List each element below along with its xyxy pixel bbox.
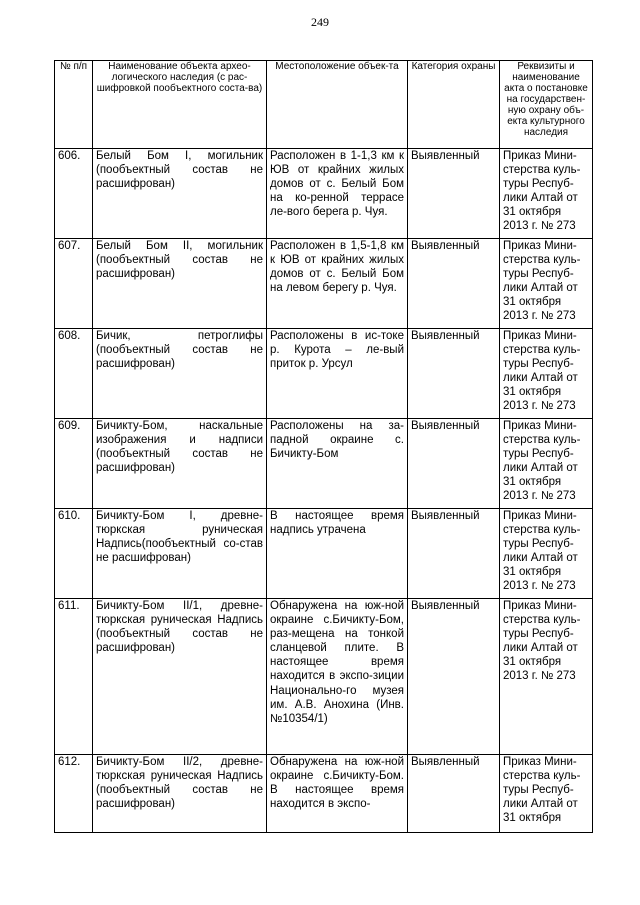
row-num: 606. <box>55 149 93 239</box>
table-row <box>55 329 593 419</box>
row-category: Выявленный <box>408 149 500 239</box>
row-name: Бичикту-Бом II/2, древне-тюркская руническая Надпись (пообъектный состав не расшифрован) <box>93 755 267 833</box>
row-num: 607. <box>55 239 93 329</box>
row-location: Расположен в 1-1,3 км к ЮВ от крайних жилых домов от с. Белый Бом на ко-ренной террасе ле-вого берега р. Чуя. <box>267 149 408 239</box>
table-header-row <box>55 61 593 149</box>
row-location: Расположен в 1,5-1,8 км к ЮВ от крайних жилых домов от с. Белый Бом на левом берегу р. Чуя. <box>267 239 408 329</box>
row-requisites: Приказ Мини-стерства куль-туры Респуб-лики Алтай от 31 октября 2013 г. № 273 <box>500 599 593 755</box>
header-name: Наименование объекта архео-логического наследия (с рас-шифровкой пообъектного соста-ва) <box>93 61 267 149</box>
row-category: Выявленный <box>408 509 500 599</box>
row-location: Обнаружена на юж-ной окраине с.Бичикту-Бом. В настоящее время находится в экспо- <box>267 755 408 833</box>
row-requisites: Приказ Мини-стерства куль-туры Респуб-лики Алтай от 31 октября <box>500 755 593 833</box>
row-requisites: Приказ Мини-стерства куль-туры Респуб-лики Алтай от 31 октября 2013 г. № 273 <box>500 509 593 599</box>
row-category: Выявленный <box>408 419 500 509</box>
header-category: Категория охраны <box>408 61 500 149</box>
table-row <box>55 149 593 239</box>
row-num: 608. <box>55 329 93 419</box>
table-row <box>55 599 593 755</box>
table-row <box>55 239 593 329</box>
row-name: Белый Бом II, могильник (пообъектный состав не расшифрован) <box>93 239 267 329</box>
row-category: Выявленный <box>408 329 500 419</box>
row-location: Обнаружена на юж-ной окраине с.Бичикту-Бом, раз-мещена на тонкой сланцевой плите. В настоящее время находится в экспо-зиции Национально-го музея им. А.В. Анохина (Инв. №10354/1) <box>267 599 408 755</box>
row-location: Расположены в ис-токе р. Курота – ле-вый приток р. Урсул <box>267 329 408 419</box>
page-number: 249 <box>311 15 329 29</box>
row-name: Бичик, петроглифы (пообъектный состав не расшифрован) <box>93 329 267 419</box>
row-requisites: Приказ Мини-стерства куль-туры Респуб-лики Алтай от 31 октября 2013 г. № 273 <box>500 419 593 509</box>
row-name: Бичикту-Бом, наскальные изображения и надписи (пообъектный состав не расшифрован) <box>93 419 267 509</box>
row-num: 610. <box>55 509 93 599</box>
row-location: Расположены на за-падной окраине с. Бичикту-Бом <box>267 419 408 509</box>
heritage-registry-table <box>54 60 593 833</box>
row-name: Белый Бом I, могильник (пообъектный состав не расшифрован) <box>93 149 267 239</box>
row-num: 609. <box>55 419 93 509</box>
row-requisites: Приказ Мини-стерства куль-туры Респуб-лики Алтай от 31 октября 2013 г. № 273 <box>500 239 593 329</box>
row-name: Бичикту-Бом I, древне-тюркская руническая Надпись(пообъектный со-став не расшифрован) <box>93 509 267 599</box>
table-row <box>55 755 593 833</box>
table-row <box>55 509 593 599</box>
header-location: Местоположение объек-та <box>267 61 408 149</box>
row-category: Выявленный <box>408 755 500 833</box>
row-num: 611. <box>55 599 93 755</box>
header-requisites: Реквизиты и наименование акта о постановке на государствен-ную охрану объ-екта культурного наследия <box>500 61 593 149</box>
row-num: 612. <box>55 755 93 833</box>
row-location: В настоящее время надпись утрачена <box>267 509 408 599</box>
row-requisites: Приказ Мини-стерства куль-туры Респуб-лики Алтай от 31 октября 2013 г. № 273 <box>500 149 593 239</box>
row-category: Выявленный <box>408 239 500 329</box>
table-row <box>55 419 593 509</box>
row-requisites: Приказ Мини-стерства куль-туры Респуб-лики Алтай от 31 октября 2013 г. № 273 <box>500 329 593 419</box>
row-category: Выявленный <box>408 599 500 755</box>
header-num: № п/п <box>55 61 93 149</box>
row-name: Бичикту-Бом II/1, древне-тюркская руническая Надпись (пообъектный состав не расшифрован) <box>93 599 267 755</box>
